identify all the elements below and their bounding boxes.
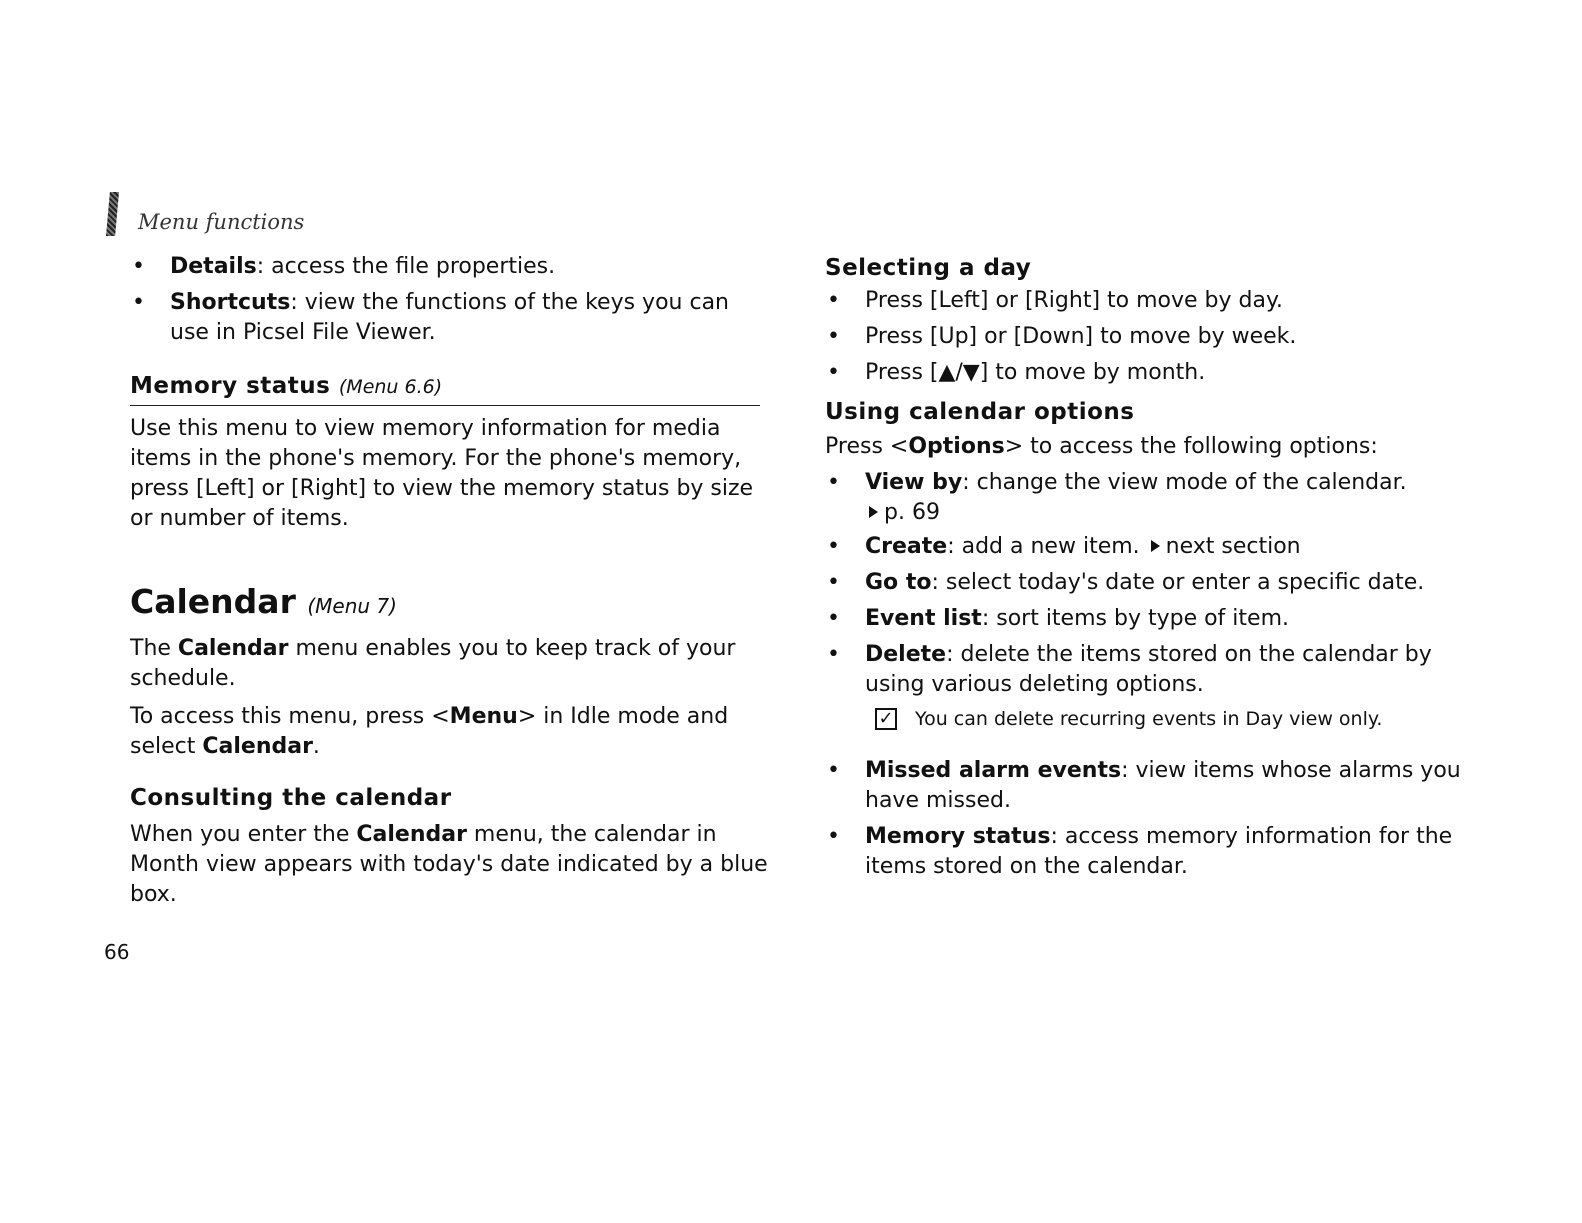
options-list — [825, 468, 1465, 882]
viewer-options-list — [130, 252, 770, 348]
memory-status-body: Use this menu to view memory information for media items in the phone's memory. For the phone's memory, press [Left] or [Right] to view the memory status by size or number of items. — [130, 416, 754, 531]
page-number: 66 — [104, 940, 130, 964]
left-column — [130, 252, 770, 910]
list-item: • Go to: select today's date or enter a specific date. — [825, 568, 1465, 598]
desc: : access the file properties. — [256, 254, 556, 279]
list-item — [130, 288, 770, 348]
calendar-section — [130, 580, 770, 762]
header-title: Menu functions — [138, 210, 305, 234]
list-item: • Missed alarm events: view items whose alarms you have missed. — [825, 756, 1465, 816]
options-intro: Press <Options> to access the following options: — [825, 434, 1378, 459]
desc: : view the functions of the keys you can use in Picsel File Viewer. — [170, 290, 729, 345]
list-item: • Press [▲/▼] to move by month. — [825, 358, 1465, 388]
consulting-section — [130, 782, 770, 910]
page-ref: p. 69 — [884, 500, 940, 525]
list-item: • Create: add a new item. next section — [825, 532, 1465, 562]
list-item: • Delete: delete the items stored on the calendar by using various deleting options. ✓ You can delete recurring events in Day view only. — [825, 640, 1465, 734]
calendar-heading: Calendar (Menu 7) — [130, 582, 397, 621]
selecting-list — [825, 286, 1465, 388]
note-text: You can delete recurring events in Day view only. — [915, 708, 1383, 730]
memory-status-heading: Memory status (Menu 6.6) — [130, 373, 443, 399]
menu-ref: (Menu 6.6) — [338, 376, 443, 398]
list-item: • Memory status: access memory information for the items stored on the calendar. — [825, 822, 1465, 882]
divider — [130, 405, 760, 406]
header-marker-icon — [106, 192, 119, 236]
cross-ref-arrow-icon — [869, 506, 878, 518]
menu-ref: (Menu 7) — [307, 594, 397, 618]
term: Shortcuts — [170, 290, 291, 315]
selecting-heading: Selecting a day — [825, 255, 1032, 281]
right-column — [825, 252, 1465, 882]
calendar-intro: The Calendar menu enables you to keep track of your schedule. — [130, 636, 736, 691]
consulting-heading: Consulting the calendar — [130, 785, 452, 811]
calendar-access: To access this menu, press <Menu> in Idle mode and select Calendar. — [130, 704, 729, 759]
memory-status-section — [130, 370, 770, 534]
list-item: • View by: change the view mode of the calendar. p. 69 — [825, 468, 1465, 528]
options-heading: Using calendar options — [825, 399, 1135, 425]
list-item — [130, 252, 770, 282]
list-item: • Press [Up] or [Down] to move by week. — [825, 322, 1465, 352]
list-item: • Press [Left] or [Right] to move by day. — [825, 286, 1465, 316]
list-item: • Event list: sort items by type of item. — [825, 604, 1465, 634]
section-ref: next section — [1165, 534, 1301, 559]
note — [825, 704, 1465, 734]
consulting-body: When you enter the Calendar menu, the calendar in Month view appears with today's date indicated by a blue box. — [130, 822, 768, 907]
term: Details — [170, 254, 257, 279]
cross-ref-arrow-icon — [1151, 540, 1160, 552]
checkbox-note-icon: ✓ — [875, 708, 897, 730]
